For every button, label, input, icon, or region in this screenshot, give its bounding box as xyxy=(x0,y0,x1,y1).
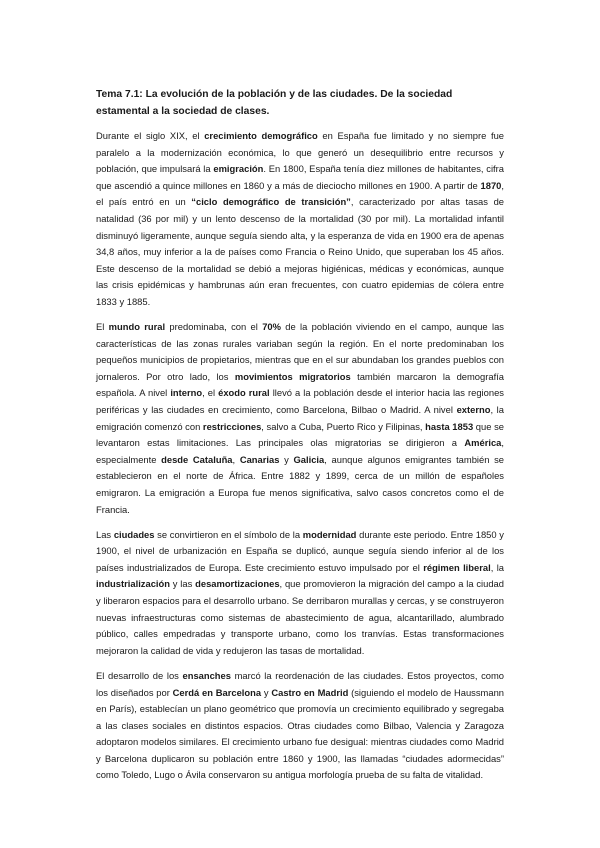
text-run: , el país entró en un xyxy=(96,179,504,208)
paragraph-mundo-rural xyxy=(96,319,504,518)
bold-term: restricciones xyxy=(202,420,262,432)
bold-term: industrialización xyxy=(96,578,170,590)
bold-term: emigración xyxy=(213,163,264,175)
text-run: , aunque algunos emigrantes también se establecieron en el norte de África. Entre 1882 y 1899, cerca de un millón de españoles emigraron. La emigración a Europa fue menos significativa, salvo casos concretos como el de Francia. xyxy=(96,453,504,515)
bold-term: crecimiento demográfico xyxy=(204,130,318,141)
text-run: de la población viviendo en el campo, aunque las características de las zonas rurales variaban según la región. En el norte predominaban los pequeños municipios de propietarios, mientras que en el sur abundaban los grandes pueblos con jornaleros. Por otro lado, los xyxy=(96,321,504,382)
bold-term: mundo rural xyxy=(108,321,166,333)
text-run: El xyxy=(96,321,109,333)
text-run: también marcaron la demografía española. A nivel xyxy=(96,370,504,399)
paragraph-ensanches xyxy=(96,668,504,784)
text-run: , caracterizado por altas tasas de natalidad (36 por mil) y un lento descenso de la mortalidad (30 por mil). La mortalidad infantil disminuyó ligeramente, aunque seguía siendo alta, y la esperanza de vida en 1900 era de apenas 34,8 años, muy inferior a la de países como Francia o Reino Unido, que superaban los 45 años. Este descenso de la mortalidad se debió a mejoras higiénicas, médicas y económicas, aunque las crisis epidémicas y hambrunas aún eran frecuentes, con cuatro epidemias de cólera entre 1833 y 1885. xyxy=(96,196,504,307)
text-run: predominaba, con el xyxy=(165,321,263,333)
text-run: se convirtieron en el símbolo de la xyxy=(154,528,303,540)
text-run: , que promovieron la migración del campo a la ciudad y liberaron espacios para el desarrollo urbano. Se derribaron murallas y cercas, y se construyeron nuevas infraestructuras como sistemas de abastecimiento de agua, alcantarillado, alumbrado público, calles empedradas y transporte urbano, como los tranvías. Estas transformaciones mejoraron la calidad de vida y redujeron las tasas de mortalidad. xyxy=(96,578,504,656)
bold-term: desamortizaciones xyxy=(195,578,280,590)
text-run: , el xyxy=(202,387,219,399)
bold-term: Canarias xyxy=(239,453,280,465)
text-run: , la xyxy=(490,561,504,573)
bold-term: éxodo rural xyxy=(218,387,270,399)
bold-term: 70% xyxy=(262,321,281,333)
text-run: Durante el siglo XIX, el xyxy=(96,130,205,141)
text-run: llevó a la población desde el interior hacia las regiones periféricas y las ciudades en crecimiento, como Barcelona, Bilbao o Madrid. A nivel xyxy=(96,387,504,415)
text-run: y xyxy=(279,453,294,465)
bold-term: Galicia xyxy=(293,453,325,465)
text-run: , xyxy=(232,453,240,465)
text-run: El desarrollo de los xyxy=(96,669,183,681)
bold-term: desde Cataluña xyxy=(161,453,233,465)
bold-term: hasta 1853 xyxy=(425,420,474,432)
text-run: , salvo a Cuba, Puerto Rico y Filipinas, xyxy=(261,420,426,432)
text-run: , la emigración comenzó con xyxy=(96,404,504,432)
bold-term: movimientos migratorios xyxy=(234,370,351,382)
bold-term: Castro en Madrid xyxy=(271,686,349,698)
text-run: en España fue limitado y no siempre fue paralelo a la modernización económica, lo que generó un desequilibrio entre recursos y población, que impulsará la xyxy=(96,130,505,175)
text-run: . En 1800, España tenía diez millones de habitantes, cifra que ascendió a quince millones en 1860 y a más de dieciocho millones en 1900. A partir de xyxy=(96,163,504,191)
text-run: marcó la reordenación de las ciudades. Estos proyectos, como los diseñados por xyxy=(96,669,504,698)
text-run: (siguiendo el modelo de Haussmann en París), establecían un plano geométrico que promovía un crecimiento equilibrado y segregaba a las clases sociales en distintos espacios. Otras ciudades como Bilbao, Valencia y Zaragoza adoptaron modelos similares. El crecimiento urbano fue desigual: mientras ciudades como Madrid y Barcelona duplicaron su población entre 1860 y 1900, las llamadas “ciudades adormecidas” como Toledo, Lugo o Ávila conservaron su antigua morfología prueba de su falta de vitalidad. xyxy=(96,686,505,781)
bold-term: 1870 xyxy=(480,179,502,191)
text-run: que se levantaron estas limitaciones. Las principales olas migratorias se dirigieron a xyxy=(96,420,504,449)
bold-term: ensanches xyxy=(182,669,231,681)
text-run: durante este periodo. Entre 1850 y 1900, el nivel de urbanización en España se duplicó, aunque seguía siendo inferior al de los países industrializados de Europa. Este crecimiento estuvo impulsado por el xyxy=(96,528,504,573)
bold-term: externo xyxy=(456,404,491,415)
document-title: Tema 7.1: La evolución de la población y de las ciudades. De la sociedad estamental a la sociedad de clases. xyxy=(96,89,453,117)
bold-term: “ciclo demográfico de transición” xyxy=(191,196,351,208)
bold-term: interno xyxy=(170,387,203,399)
bold-term: América xyxy=(464,437,502,449)
bold-term: ciudades xyxy=(113,528,155,540)
text-run: Las xyxy=(96,528,114,540)
paragraph-demografia xyxy=(96,128,504,311)
paragraph-ciudades xyxy=(96,527,504,660)
bold-term: Cerdá en Barcelona xyxy=(172,686,262,698)
text-run: y xyxy=(261,686,272,698)
text-run: y las xyxy=(169,578,196,590)
bold-term: modernidad xyxy=(302,528,357,540)
bold-term: régimen liberal xyxy=(423,561,491,573)
text-run: , especialmente xyxy=(96,437,504,465)
